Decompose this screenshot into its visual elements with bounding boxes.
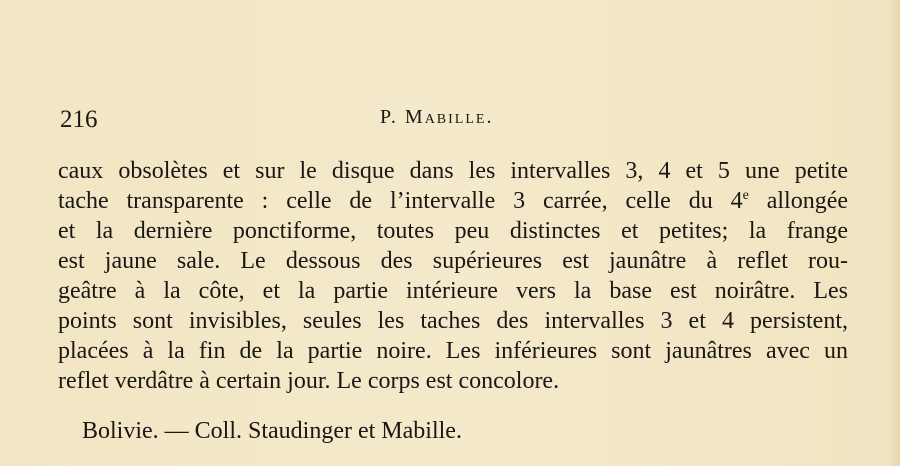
- text-line-2-main: tache transparente : celle de l’intervalle 3 carrée, celle du 4: [58, 188, 743, 214]
- text-line-8: reflet verdâtre à certain jour. Le corps est concolore.: [58, 368, 560, 394]
- text-line-6: points sont invisibles, seules les taches des intervalles 3 et 4 persistent,: [58, 308, 848, 334]
- text-line-7: placées à la fin de la partie noire. Les inférieures sont jaunâtres avec un: [58, 338, 848, 364]
- page-number: 216: [60, 106, 98, 133]
- text-line-1: caux obsolètes et sur le disque dans les intervalles 3, 4 et 5 une petite: [58, 158, 848, 184]
- text-line-3: et la dernière ponctiforme, toutes peu distinctes et petites; la frange: [58, 218, 848, 244]
- collection-note: Bolivie. — Coll. Staudinger et Mabille.: [82, 418, 462, 444]
- text-line-2: [58, 186, 848, 216]
- page-header: [60, 106, 820, 136]
- text-line-2-tail: allongée: [748, 188, 848, 214]
- body-text: [58, 156, 848, 396]
- running-head: P. Mabille.: [380, 106, 494, 128]
- ordinal-superscript: e: [742, 188, 749, 203]
- text-line-4: est jaune sale. Le dessous des supérieures est jaunâtre à reflet rou-: [58, 248, 848, 274]
- text-line-5: geâtre à la côte, et la partie intérieure vers la base est noirâtre. Les: [58, 278, 848, 304]
- page-edge: [890, 0, 900, 466]
